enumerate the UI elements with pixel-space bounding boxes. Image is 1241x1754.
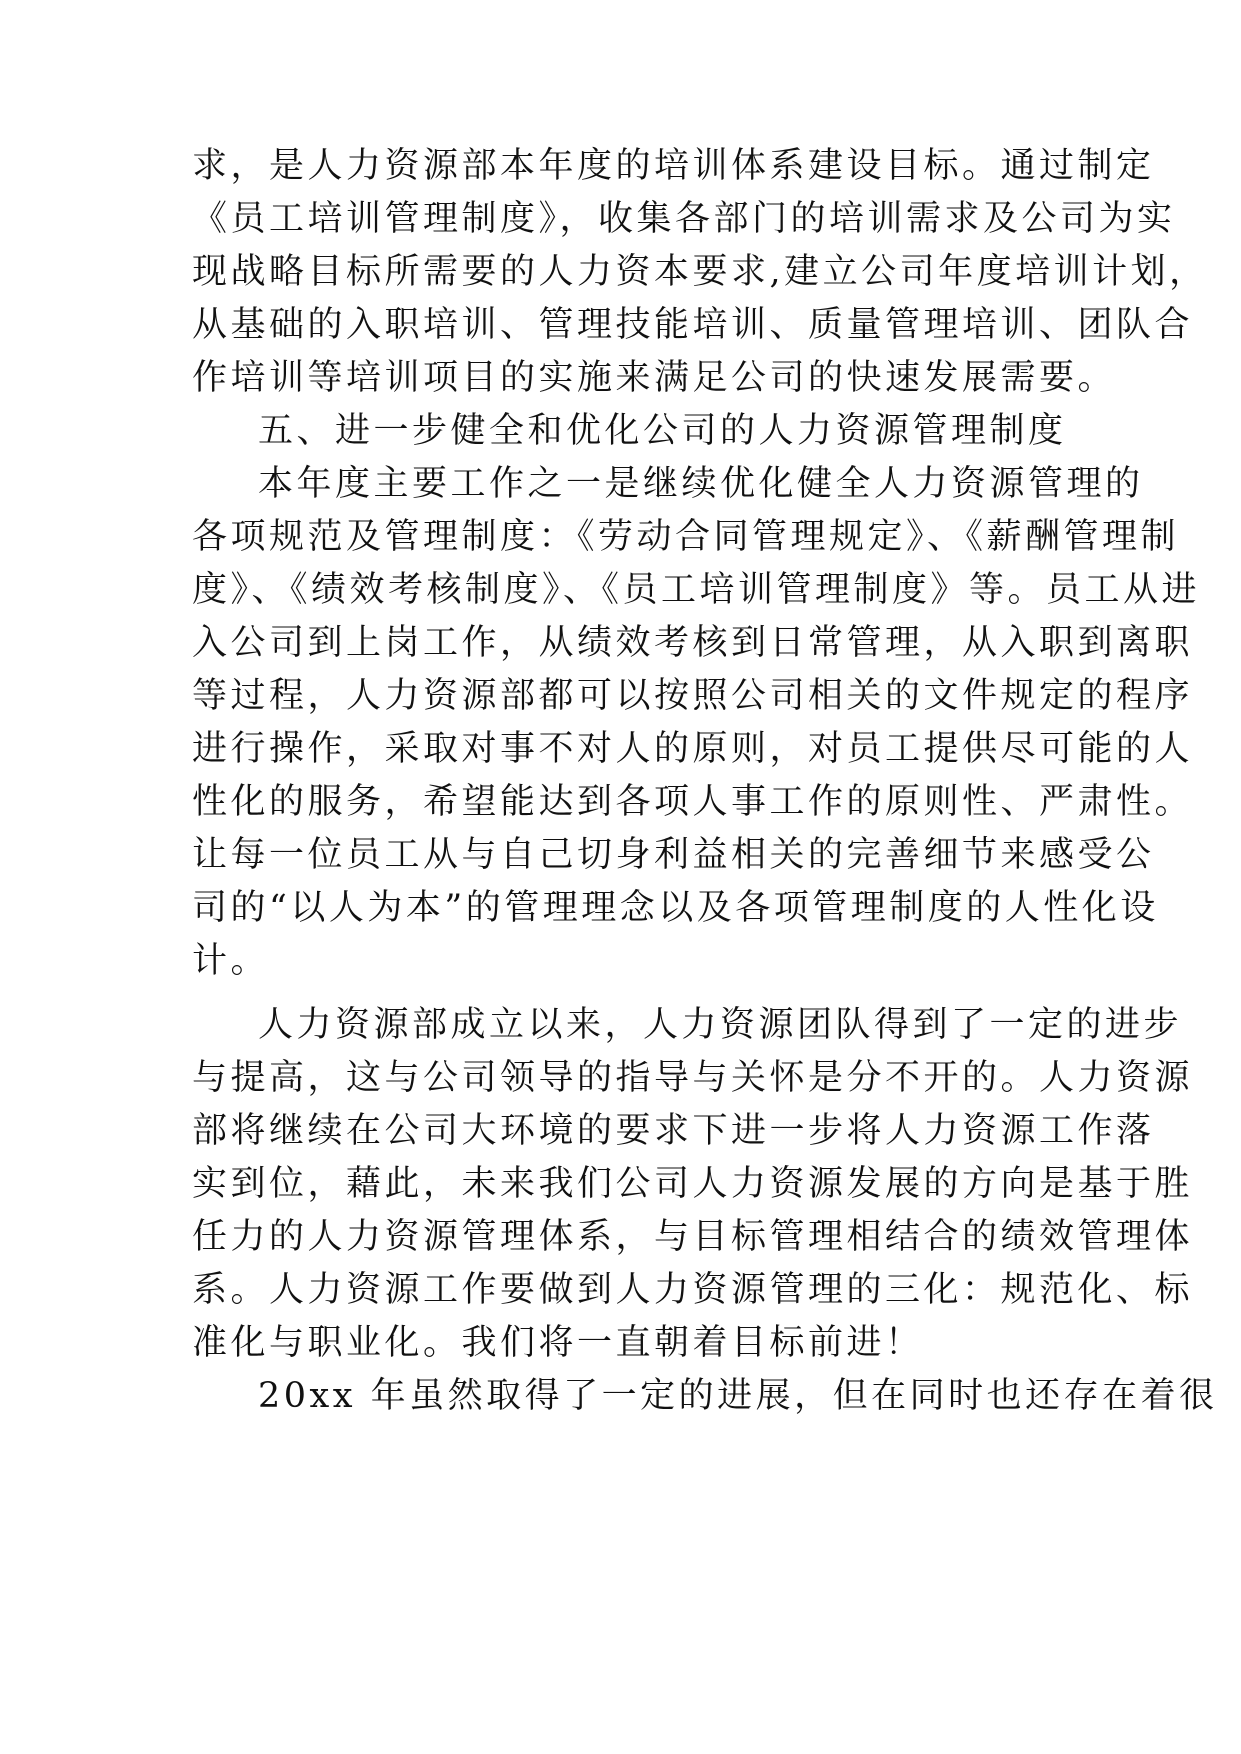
text-line: 实到位，藉此，未来我们公司人力资源发展的方向是基于胜: [192, 1164, 1194, 1204]
text-line: 20xx 年虽然取得了一定的进展，但在同时也还存在着很: [258, 1376, 1218, 1416]
text-line: 与提高，这与公司领导的指导与关怀是分不开的。人力资源: [192, 1058, 1194, 1098]
text-line: 计。: [192, 941, 270, 981]
text-line: 各项规范及管理制度：《劳动合同管理规定》、《薪酬管理制: [192, 517, 1180, 557]
text-line: 本年度主要工作之一是继续优化健全人力资源管理的: [258, 464, 1144, 504]
text-line: 度》、《绩效考核制度》、《员工培训管理制度》等。员工从进: [192, 570, 1201, 610]
text-line: 部将继续在公司大环境的要求下进一步将人力资源工作落: [192, 1111, 1155, 1151]
text-line: 进行操作，采取对事不对人的原则，对员工提供尽可能的人: [192, 729, 1194, 769]
text-line: 性化的服务，希望能达到各项人事工作的原则性、严肃性。: [192, 782, 1194, 822]
text-line: 求，是人力资源部本年度的培训体系建设目标。通过制定: [192, 146, 1155, 186]
text-line: 作培训等培训项目的实施来满足公司的快速发展需要。: [192, 358, 1117, 398]
text-line: 准化与职业化。我们将一直朝着目标前进！: [192, 1323, 924, 1363]
text-line: 入公司到上岗工作，从绩效考核到日常管理，从入职到离职: [192, 623, 1194, 663]
text-line: 让每一位员工从与自己切身利益相关的完善细节来感受公: [192, 835, 1155, 875]
text-line: 系。人力资源工作要做到人力资源管理的三化：规范化、标: [192, 1270, 1194, 1310]
text-line: 从基础的入职培训、管理技能培训、质量管理培训、团队合: [192, 305, 1194, 345]
text-line: 现战略目标所需要的人力资本要求,建立公司年度培训计划，: [192, 252, 1208, 292]
text-line: 任力的人力资源管理体系，与目标管理相结合的绩效管理体: [192, 1217, 1194, 1257]
text-line: 人力资源部成立以来，人力资源团队得到了一定的进步: [258, 1005, 1183, 1045]
text-line: 《员工培训管理制度》，收集各部门的培训需求及公司为实: [192, 199, 1176, 239]
text-line: 司的“以人为本”的管理理念以及各项管理制度的人性化设: [192, 888, 1159, 928]
text-line: 等过程，人力资源部都可以按照公司相关的文件规定的程序: [192, 676, 1194, 716]
section-heading: 五、进一步健全和优化公司的人力资源管理制度: [258, 411, 1067, 451]
